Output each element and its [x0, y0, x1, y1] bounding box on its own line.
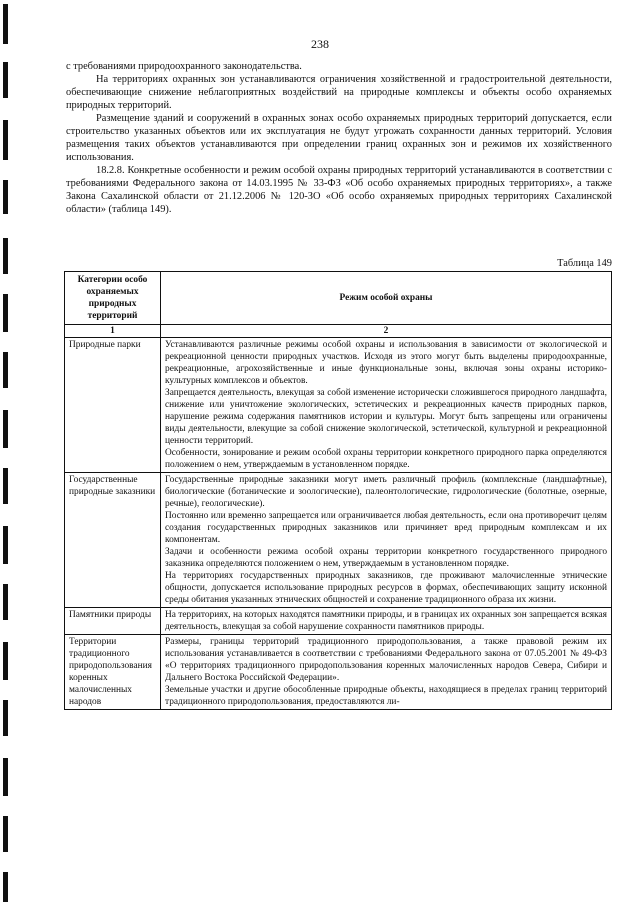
- table-row: [65, 608, 612, 635]
- column-number: 2: [161, 325, 612, 338]
- binding-mark: [3, 584, 8, 620]
- scan-binding-marks: [3, 0, 13, 905]
- binding-mark: [3, 238, 8, 274]
- paragraph: На территориях охранных зон устанавливаются ограничения хозяйственной и градостроительной деятельности, обеспечивающие снижение неблагоприятных воздействий на природные комплексы и объекты особо охраняемых природных территорий.: [66, 74, 612, 111]
- category-cell: Памятники природы: [65, 608, 161, 635]
- mode-paragraph: Особенности, зонирование и режим особой охраны территории конкретного природного парка определяются положением о нем, утверждаемым в установленном порядке.: [165, 448, 607, 470]
- intro-text: [66, 60, 612, 216]
- protection-regime-table: [64, 271, 612, 710]
- binding-mark: [3, 62, 8, 98]
- mode-paragraph: На территориях государственных природных заказников, где проживают малочисленные этнические общности, допускается использование природных ресурсов в формах, обеспечивающих защиту исконной среды обитания указанных этнических общностей и сохранение традиционного образа их жизни.: [165, 571, 607, 605]
- binding-mark: [3, 120, 8, 160]
- mode-paragraph: Запрещается деятельность, влекущая за собой изменение исторически сложившегося природного ландшафта, снижение или уничтожение экологических, эстетических и рекреационных качеств природных парков, нарушение режима содержания памятников истории и культуры. Могут быть запрещены или ограничены виды деятельности, влекущие за собой снижение экологической, эстетической, культурной и рекреационной ценности территорий.: [165, 388, 607, 446]
- mode-cell: [161, 635, 612, 710]
- mode-paragraph: На территориях, на которых находятся памятники природы, и в границах их охранных зон запрещается всякая деятельность, влекущая за собой нарушение сохранности памятников природы.: [165, 610, 607, 632]
- binding-mark: [3, 410, 8, 448]
- header-category: Категории особо охраняемых природных территорий: [65, 272, 161, 325]
- table-header-row: [65, 272, 612, 325]
- paragraph: Размещение зданий и сооружений в охранных зонах особо охраняемых природных территорий допускается, если строительство указанных объектов или их эксплуатация не будут угрожать сохранности данных территорий. Условия размещения таких объектов устанавливаются при определении границ охранных зон и режимов их хозяйственного использования.: [66, 113, 612, 163]
- mode-cell: [161, 608, 612, 635]
- binding-mark: [3, 180, 8, 214]
- binding-mark: [3, 872, 8, 902]
- mode-cell: [161, 473, 612, 608]
- category-cell: Территории традиционного природопользования коренных малочисленных народов: [65, 635, 161, 710]
- mode-paragraph: Задачи и особенности режима особой охраны территории конкретного государственного природного заказника определяются положением о нем, утверждаемым в установленном порядке.: [165, 547, 607, 569]
- page-number: 238: [311, 37, 329, 51]
- category-cell: Природные парки: [65, 338, 161, 473]
- mode-paragraph: Постоянно или временно запрещается или ограничивается любая деятельность, если она противоречит целям создания государственных природных заказников или причиняет вред природным комплексам и их компонентам.: [165, 511, 607, 545]
- binding-mark: [3, 642, 8, 680]
- table-row: [65, 473, 612, 608]
- binding-mark: [3, 352, 8, 388]
- binding-mark: [3, 294, 8, 332]
- paragraph: с требованиями природоохранного законодательства.: [66, 61, 302, 72]
- column-number: 1: [65, 325, 161, 338]
- column-number-row: [65, 325, 612, 338]
- table-row: [65, 635, 612, 710]
- paragraph: 18.2.8. Конкретные особенности и режим особой охраны природных территорий устанавливаются в соответствии с требованиями Федерального закона от 14.03.1995 № 33-ФЗ «Об особо охраняемых природных территориях», а также Закона Сахалинской области от 21.12.2006 № 120-ЗО «Об особо охраняемых природных территориях Сахалинской области» (таблица 149).: [66, 165, 612, 215]
- table-row: [65, 338, 612, 473]
- header-mode: Режим особой охраны: [161, 272, 612, 325]
- mode-paragraph: Государственные природные заказники могут иметь различный профиль (комплексные (ландшафтные), биологические (ботанические и зоологические), палеонтологические, гидрологические (болотные, озерные, речные), геологические).: [165, 475, 607, 509]
- mode-paragraph: Земельные участки и другие обособленные природные объекты, находящиеся в пределах границ территорий традиционного природопользования, предоставляются ли-: [165, 685, 607, 707]
- mode-paragraph: Размеры, границы территорий традиционного природопользования, а также правовой режим их использования устанавливается в соответствии с требованиями Федерального закона от 07.05.2001 № 49-ФЗ «О территориях традиционного природопользования коренных малочисленных народов Севера, Сибири и Дальнего Востока Российской Федерации».: [165, 637, 607, 683]
- binding-mark: [3, 816, 8, 852]
- binding-mark: [3, 700, 8, 736]
- binding-mark: [3, 526, 8, 564]
- mode-paragraph: Устанавливаются различные режимы особой охраны и использования в зависимости от экологической и рекреационной ценности природных участков. Исходя из этого могут быть выделены природоохранные, рекреационные, агрохозяйственные и иные функциональные зоны, включая зоны охраны историко-культурных комплексов и объектов.: [165, 340, 607, 386]
- category-cell: Государственные природные заказники: [65, 473, 161, 608]
- binding-mark: [3, 468, 8, 504]
- mode-cell: [161, 338, 612, 473]
- table-label: Таблица 149: [557, 258, 612, 269]
- binding-mark: [3, 758, 8, 796]
